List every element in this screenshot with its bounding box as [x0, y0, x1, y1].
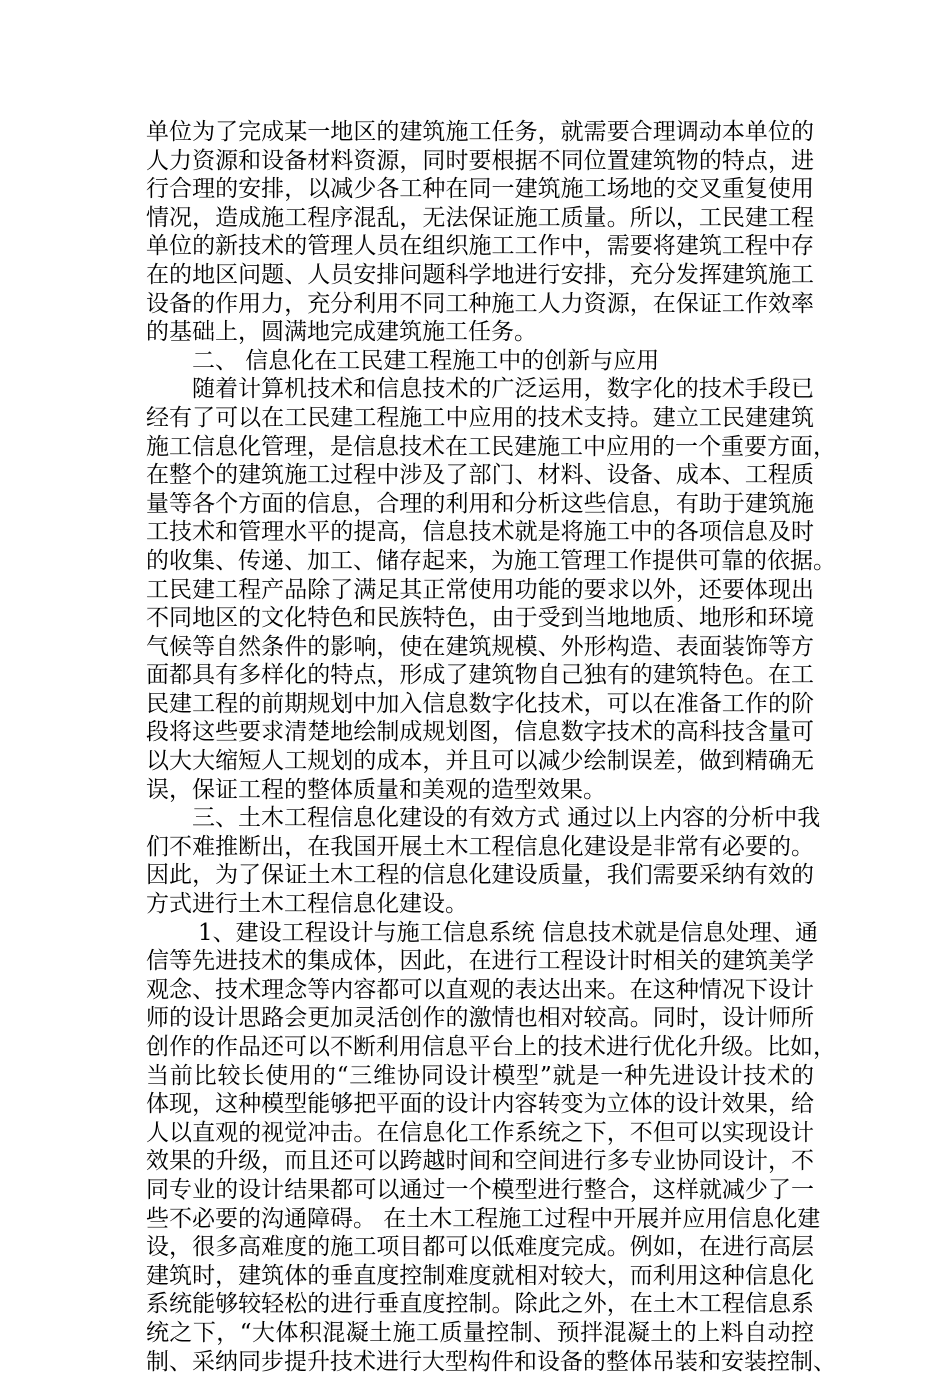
document-page: [146, 118, 836, 1376]
text-line: 人力资源和设备材料资源，同时要根据不同位置建筑物的特点，进: [146, 147, 814, 174]
text-line: 建筑时，建筑体的垂直度控制难度就相对较大，而利用这种信息化: [146, 1262, 814, 1289]
text-line: 工技术和管理水平的提高，信息技术就是将施工中的各项信息及时: [146, 519, 814, 546]
text-line: 设备的作用力，充分利用不同工种施工人力资源，在保证工作效率: [146, 290, 814, 317]
text-line: 面都具有多样化的特点，形成了建筑物自己独有的建筑特色。在工: [146, 662, 814, 689]
text-line: 当前比较长使用的“三维协同设计模型”就是一种先进设计技术的: [146, 1062, 814, 1089]
text-line: 制、采纳同步提升技术进行大型构件和设备的整体吊装和安装控制、: [146, 1348, 836, 1375]
text-line: 随着计算机技术和信息技术的广泛运用，数字化的技术手段已: [192, 376, 814, 403]
text-line: 以大大缩短人工规划的成本，并且可以减少绘制误差，做到精确无: [146, 748, 814, 775]
text-line: 气候等自然条件的影响，使在建筑规模、外形构造、表面装饰等方: [146, 633, 814, 660]
text-line: 单位为了完成某一地区的建筑施工任务，就需要合理调动本单位的: [146, 119, 814, 145]
text-line: 经有了可以在工民建工程施工中应用的技术支持。建立工民建建筑: [146, 404, 814, 431]
text-line: 工民建工程产品除了满足其正常使用功能的要求以外，还要体现出: [146, 576, 814, 603]
text-line: 观念、技术理念等内容都可以直观的表达出来。在这种情况下设计: [146, 976, 814, 1003]
text-line: 三、土木工程信息化建设的有效方式 通过以上内容的分析中我: [192, 805, 821, 832]
text-line: 情况，造成施工程序混乱，无法保证施工质量。所以，工民建工程: [146, 204, 814, 231]
text-line: 1、建设工程设计与施工信息系统 信息技术就是信息处理、通: [198, 919, 818, 946]
text-line: 些不必要的沟通障碍。 在土木工程施工过程中开展并应用信息化建: [146, 1205, 821, 1232]
text-line: 统之下，“大体积混凝土施工质量控制、预拌混凝土的上料自动控: [146, 1319, 814, 1346]
text-line: 师的设计思路会更加灵活创作的激情也相对较高。同时，设计师所: [146, 1005, 814, 1032]
text-line: 误，保证工程的整体质量和美观的造型效果。: [146, 776, 606, 803]
text-line: 不同地区的文化特色和民族特色，由于受到当地地质、地形和环境: [146, 605, 814, 632]
text-line: 因此，为了保证土木工程的信息化建设质量，我们需要采纳有效的: [146, 862, 814, 889]
text-line: 效果的升级，而且还可以跨越时间和空间进行多专业协同设计，不: [146, 1148, 814, 1175]
text-line: 体现，这种模型能够把平面的设计内容转变为立体的设计效果，给: [146, 1091, 814, 1118]
text-line: 的基础上，圆满地完成建筑施工任务。: [146, 319, 537, 346]
text-line: 民建工程的前期规划中加入信息数字化技术，可以在准备工作的阶: [146, 690, 814, 717]
text-line: 段将这些要求清楚地绘制成规划图，信息数字技术的高科技含量可: [146, 719, 814, 746]
text-line: 创作的作品还可以不断利用信息平台上的技术进行优化升级。比如，: [146, 1034, 836, 1060]
text-line: 在的地区问题、人员安排问题科学地进行安排，充分发挥建筑施工: [146, 261, 814, 288]
text-line: 们不难推断出，在我国开展土木工程信息化建设是非常有必要的。: [146, 833, 814, 860]
text-line: 施工信息化管理，是信息技术在工民建施工中应用的一个重要方面，: [146, 433, 836, 460]
text-line: 在整个的建筑施工过程中涉及了部门、材料、设备、成本、工程质: [146, 462, 814, 489]
text-line: 系统能够较轻松的进行垂直度控制。除此之外，在土木工程信息系: [146, 1291, 814, 1318]
text-line: 量等各个方面的信息，合理的利用和分析这些信息，有助于建筑施: [146, 490, 814, 517]
text-line: 行合理的安排，以减少各工种在同一建筑施工场地的交叉重复使用: [146, 176, 814, 203]
text-line: 方式进行土木工程信息化建设。: [146, 891, 468, 918]
text-line: 同专业的设计结果都可以通过一个模型进行整合，这样就减少了一: [146, 1176, 814, 1203]
text-line: 的收集、传递、加工、储存起来，为施工管理工作提供可靠的依据。: [146, 547, 836, 574]
text-line: 信等先进技术的集成体，因此，在进行工程设计时相关的建筑美学: [146, 948, 814, 975]
text-line: 设，很多高难度的施工项目都可以低难度完成。例如，在进行高层: [146, 1234, 814, 1261]
text-line: 单位的新技术的管理人员在组织施工工作中，需要将建筑工程中存: [146, 233, 814, 260]
section-heading: 二、 信息化在工民建工程施工中的创新与应用: [192, 347, 660, 374]
text-line: 人以直观的视觉冲击。在信息化工作系统之下，不但可以实现设计: [146, 1119, 814, 1146]
